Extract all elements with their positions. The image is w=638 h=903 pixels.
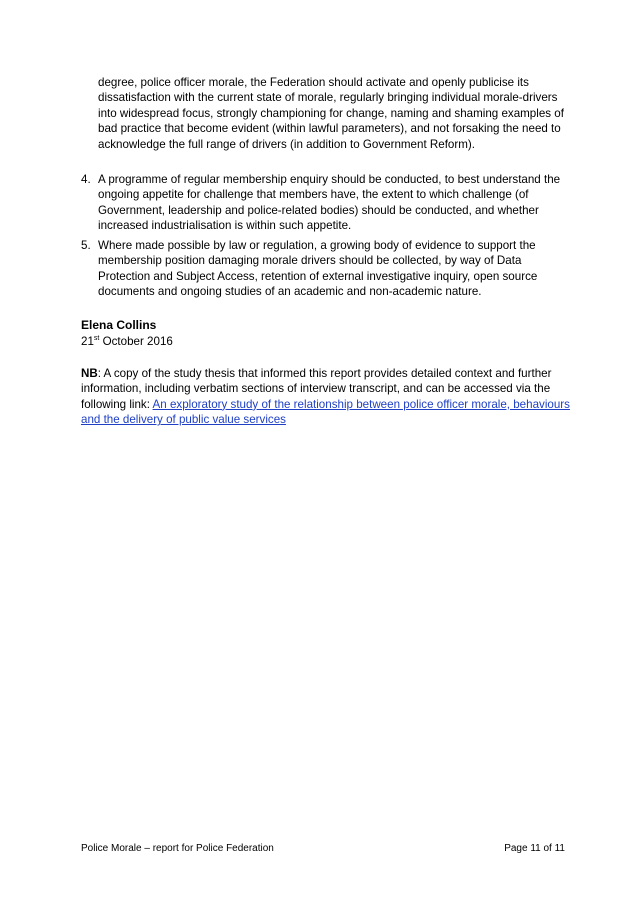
nb-text: : A copy of the study thesis that informed this report provides detailed context and further information, including verbatim sections of interview transcript, and can be accessed via the following link:	[81, 367, 552, 411]
date-ordinal-suffix: st	[93, 335, 100, 343]
date-month-year: October 2016	[99, 335, 173, 348]
continued-recommendation-text: degree, police officer morale, the Federation should activate and openly publicise its dissatisfaction with the current state of morale, regularly bringing individual morale-drivers into widespread focus, strongly championing for change, naming and shaming examples of bad practice that become evident (within lawful parameters), and not forsaking the need to acknowledge the full range of drivers (in addition to Government Reform).	[98, 76, 564, 151]
footer-report-title: Police Morale – report for Police Federation	[81, 843, 274, 854]
list-number: 4.	[81, 173, 91, 186]
list-number: 5.	[81, 239, 91, 252]
date-day: 21	[81, 335, 94, 348]
study-thesis-link[interactable]: An exploratory study of the relationship between police officer morale, behaviours and the delivery of public value services	[81, 397, 570, 427]
nb-note	[81, 366, 571, 428]
nb-label: NB	[81, 367, 98, 380]
list-item-text: A programme of regular membership enquiry should be conducted, to best understand the ongoing appetite for challenge that members have, the extent to which challenge (of Government, leadership and police-related bodies) should be conducted, and whether increased industrialisation is within such appetite.	[98, 173, 561, 233]
author-name: Elena Collins	[81, 318, 157, 332]
page-footer	[81, 842, 565, 856]
footer-page-number: Page 11 of 11	[504, 843, 565, 854]
report-date	[81, 334, 173, 349]
list-item-text: Where made possible by law or regulation, a growing body of evidence to support the membership position damaging morale drivers should be collected, by way of Data Protection and Subject Access, retention of external investigative inquiry, open source documents and ongoing studies of an academic and non-academic nature.	[98, 239, 538, 299]
